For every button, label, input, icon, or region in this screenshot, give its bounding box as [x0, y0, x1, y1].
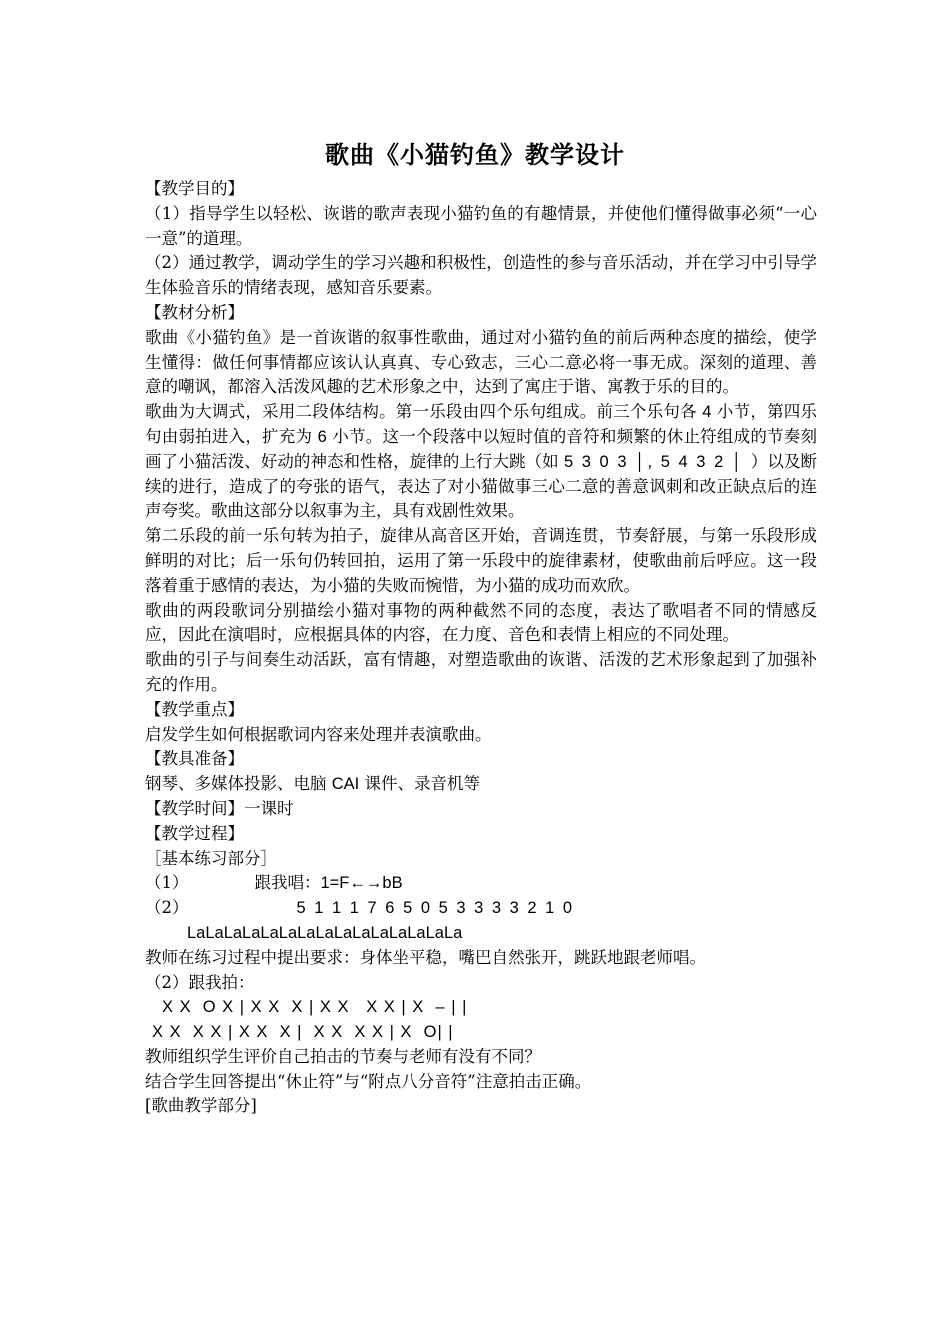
- analysis-2-notation: 5 3 0 3 │, 5 4 3 2 │: [563, 452, 751, 471]
- paragraph-teacher-requirement: 教师在练习过程中提出要求：身体坐平稳，嘴巴自然张开，跳跃地跟老师唱。: [145, 947, 706, 967]
- tools-part-a: 钢琴、多媒体投影、电脑: [145, 774, 332, 794]
- tools-part-c: 课件、录音机等: [359, 774, 481, 794]
- paragraph-goal-1: （1）指导学生以轻松、诙谐的歌声表现小猫钓鱼的有趣情景，并使他们懂得做事必须“一心一意”的道理。: [145, 203, 817, 248]
- step-1-number: （1）: [145, 873, 189, 893]
- document-title: 歌曲《小猫钓鱼》教学设计: [325, 140, 625, 169]
- analysis-2-part-e: 小节。这一个段落中以短时值的音符和频繁的休止符组成的节奏刻画了小猫活泼、好动的神态和性格，旋律的上行大跳（如: [145, 426, 817, 471]
- section-time: 【教学时间】一课时: [145, 798, 294, 818]
- step-2-number: （2）: [145, 898, 189, 918]
- subheading-basic-practice: ［基本练习部分］: [145, 848, 277, 868]
- paragraph-tools: [145, 772, 817, 797]
- analysis-2-part-a: 歌曲为大调式，采用二段体结构。第一乐段由四个乐句组成。前三个乐句各: [145, 402, 703, 422]
- analysis-2-part-c: 小节，第四乐句由弱拍进入，扩充为: [145, 402, 818, 446]
- document-body: [145, 177, 817, 1119]
- paragraph-goal-2: （2）通过教学，调动学生的学习兴趣和积极性，创造性的参与音乐活动，并在学习中引导学生体验音乐的情绪表现，感知音乐要素。: [145, 253, 817, 298]
- step-2-lyrics: LaLaLaLaLaLaLaLaLaLaLaLaLaLaLa: [187, 923, 463, 942]
- step-1-line: [145, 871, 817, 896]
- paragraph-analysis-2: [145, 400, 817, 524]
- rhythm-line-1: X X O X | X X X | X X X X | X – | |: [162, 998, 468, 1017]
- step-2-line: [145, 896, 817, 921]
- paragraph-evaluate: 教师组织学生评价自己拍击的节奏与老师有没有不同？: [145, 1046, 541, 1066]
- paragraph-analysis-5: 歌曲的引子与间奏生动活跃，富有情趣，对塑造歌曲的诙谐、活泼的艺术形象起到了加强补充的作用。: [145, 650, 817, 694]
- subheading-clap: （2）跟我拍：: [145, 972, 255, 992]
- section-heading-tools: 【教具准备】: [145, 749, 244, 769]
- rhythm-line-2: X X X X | X X X | X X X X | X O| |: [152, 1023, 454, 1042]
- analysis-2-number-4: 4: [702, 403, 712, 422]
- section-heading-goal: 【教学目的】: [145, 179, 244, 198]
- subheading-song-teaching: [歌曲教学部分]: [145, 1096, 257, 1116]
- section-heading-focus: 【教学重点】: [145, 699, 244, 719]
- section-heading-process: 【教学过程】: [145, 823, 244, 843]
- analysis-2-part-g: ）以及断续的进行，造成了的夸张的语气，表达了对小猫做事三心二意的善意讽刺和改正缺点后的连声夸奖。歌曲这部分以叙事为主，具有戏剧性效果。: [145, 451, 817, 521]
- tools-cai: CAI: [331, 775, 360, 794]
- section-heading-analysis: 【教材分析】: [145, 302, 244, 322]
- paragraph-focus: 启发学生如何根据歌词内容来处理并表演歌曲。: [145, 724, 492, 744]
- step-1-notation: 1=F←→bB: [320, 874, 403, 893]
- step-1-text: 跟我唱：: [254, 873, 321, 893]
- step-2-notes: 5 1 1 1 7 6 5 0 5 3 3 3 3 2 1 0: [296, 899, 575, 918]
- analysis-2-number-6: 6: [317, 427, 327, 446]
- paragraph-analysis-1: 歌曲《小猫钓鱼》是一首诙谐的叙事性歌曲，通过对小猫钓鱼的前后两种态度的描绘，使学生懂得：做任何事情都应该认认真真、专心致志，三心二意必将一事无成。深刻的道理、善意的嘲讽，都溶入活泼风趣的艺术形象之中，达到了寓庄于谐、寓教于乐的目的。: [145, 327, 817, 397]
- paragraph-analysis-4: 歌曲的两段歌词分别描绘小猫对事物的两种截然不同的态度，表达了歌唱者不同的情感反应，因此在演唱时，应根据具体的内容，在力度、音色和表情上相应的不同处理。: [145, 600, 817, 645]
- paragraph-answer: 结合学生回答提出“休止符”与“附点八分音符”注意拍击正确。: [145, 1071, 592, 1091]
- paragraph-analysis-3: 第二乐段的前一乐句转为拍子，旋律从高音区开始，音调连贯，节奏舒展，与第一乐段形成鲜明的对比；后一乐句仍转回拍，运用了第一乐段中的旋律素材，使歌曲前后呼应。这一段落着重于感情的表达，为小猫的失败而惋惜，为小猫的成功而欢欣。: [145, 526, 817, 595]
